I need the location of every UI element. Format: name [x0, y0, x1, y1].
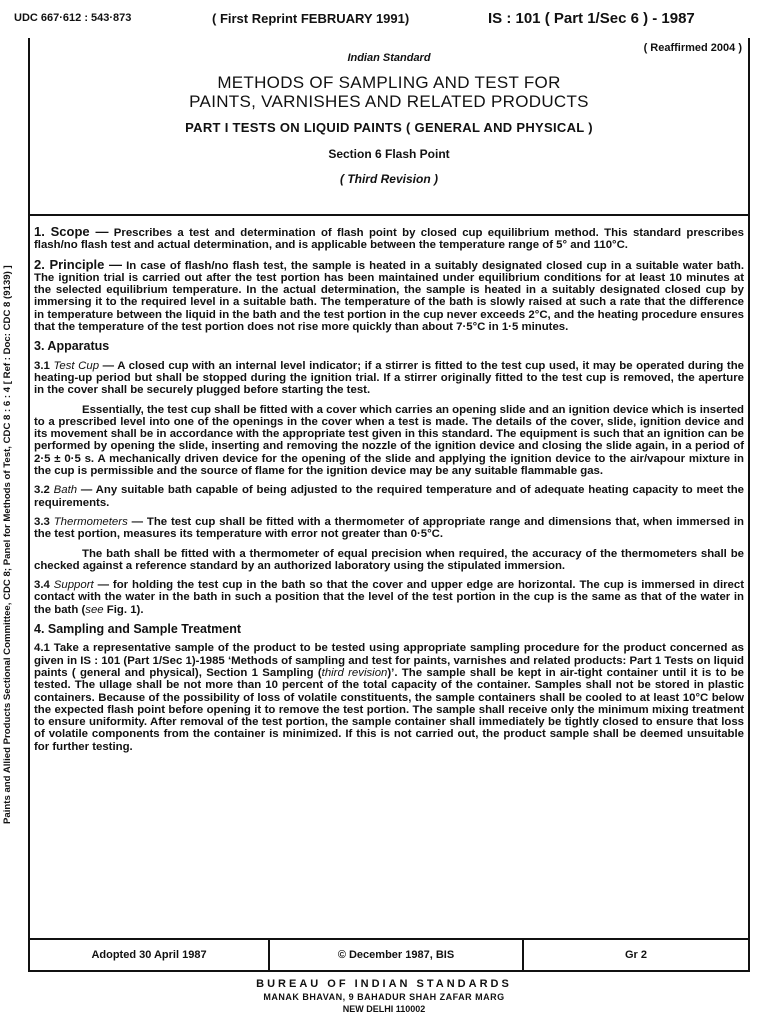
top-header	[0, 10, 768, 32]
title-block	[30, 52, 748, 186]
see-reference: see	[85, 603, 104, 616]
thermometers-paragraph	[34, 516, 744, 541]
sampling-text-a: 4.1 Take a representative sample of the product to be tested using appropriate sampling procedure for the product concerned as given in IS : 101 (Part 1/Sec 1)-1985 ‘Methods of sampling and test for paints, varnishes and related products: Part 1 Tests on liquid paints ( general and physical), Section 1 Sampling (	[34, 642, 744, 679]
clause-term: Bath	[53, 484, 78, 497]
adopted-date: Adopted 30 April 1987	[30, 940, 270, 970]
apparatus-heading: 3. Apparatus	[34, 339, 110, 354]
sampling-paragraph	[34, 642, 744, 753]
clause-number: 3.4	[34, 579, 54, 592]
title-line-1: METHODS OF SAMPLING AND TEST FOR	[217, 73, 561, 92]
document-frame	[28, 38, 750, 972]
sidebar-note-text: Paints and Allied Products Sectional Committee, CDC 8; Panel for Methods of Test, CDC 8 : 6 : 4 [ Ref : Doc: CDC 8 (9139) ]	[2, 265, 13, 824]
title-divider	[30, 214, 748, 216]
footer-table	[30, 938, 748, 972]
bureau-name: BUREAU OF INDIAN STANDARDS	[256, 978, 512, 990]
scope-paragraph	[34, 226, 744, 252]
sampling-text-italic: third revision	[321, 666, 388, 679]
sampling-text-b: )’. The sample shall be kept in air-tight container until it is to be tested. The ullage shall be not more than 10 percent of the total capacity of the container. Samples shall not be stored in plastic containers. Because of the possibility of loss of volatile constituents, the sample containers shall be cooled to at least 10°C below the expected flash point before opening it to remove the test portion. The sample shall receive only the minimum mixing treatment to ensure uniformity. After removal of the test portion, the sample container shall immediately be tightly closed to ensure that loss of volatile components from the container is minimized. If this is not carried out, the product sample shall be deemed unsuitable for further testing.	[34, 666, 745, 753]
bureau-city: NEW DELHI 110002	[342, 1004, 426, 1014]
bath-paragraph	[34, 484, 744, 509]
clause-number: 3.3	[34, 515, 54, 528]
udc-code: UDC 667·612 : 543·873	[14, 12, 132, 24]
test-cup-details-paragraph: Essentially, the test cup shall be fitted with a cover which carries an opening slide and an ignition device which is inserted to a prescribed level into one of the openings in the cover when a test is made. The details of the cover, slide, ignition device and its movement shall be in accordance with the appropriate test given in this standard. The equipment is such that an ignition can be performed by opening the slide, inserting and removing the nozzle of the ignition device and closing the slide again, in a period of 2·5 ± 0·5 s. A mechanically driven device for the opening of the slide and applying the ignition device to the air/vapour mixture in the cup is permissible and the source of flame for the ignition device may be any suitable flammable gas.	[34, 403, 744, 478]
clause-text: — Any suitable bath capable of being adjusted to the required temperature and of adequate heating capacity to meet the requirements.	[34, 484, 745, 509]
reaffirmed-note: ( Reaffirmed 2004 )	[643, 42, 742, 54]
price-group: Gr 2	[624, 949, 647, 961]
sampling-heading: 4. Sampling and Sample Treatment	[34, 622, 242, 637]
scope-heading: 1. Scope —	[34, 224, 109, 239]
bureau-block	[0, 978, 768, 1014]
part-title: PART I TESTS ON LIQUID PAINTS ( GENERAL AND PHYSICAL )	[185, 120, 593, 135]
reprint-note: ( First Reprint FEBRUARY 1991)	[212, 11, 410, 26]
clause-term: Thermometers	[53, 515, 128, 528]
clause-text: — for holding the test cup in the bath so that the cover and upper edge are horizontal. The cup is immersed in direct contact with the water in the bath in such a position that the level of the test portion in the cup is the same as that of the water in the bath (	[34, 579, 745, 616]
clause-text-end: Fig. 1).	[103, 603, 144, 616]
clause-text: — A closed cup with an internal level indicator; if a stirrer is fitted to the test cup used, it may be operated during the heating-up period but shall be stopped during the ignition trial. If a stirrer originally fitted to the test cup is removed, the aperture in the cover shall be securely plugged before starting the test.	[34, 359, 745, 397]
principle-heading: 2. Principle —	[34, 256, 122, 272]
body-text	[34, 226, 744, 760]
scope-text: Prescribes a test and determination of flash point by closed cup equilibrium method. This standard prescribes flash/no flash test and actual determination, and is applicable between the temperature range of 5° and 110°C.	[34, 227, 745, 252]
thermometer-accuracy-paragraph: The bath shall be fitted with a thermometer of equal precision when required, the accuracy of the thermometers shall be checked against a reference standard by an authorized laboratory using the stipulated immersion.	[34, 547, 744, 572]
clause-term: Test Cup	[53, 359, 100, 372]
test-cup-paragraph	[34, 360, 744, 397]
principle-paragraph	[34, 256, 744, 334]
principle-text: In case of flash/no flash test, the sample is heated in a suitably designated closed cup in a suitable water bath. The ignition trial is carried out after the test portion has been maintained under equilibrium conditions for at least 10 minutes at the selected equilibrium temperature. In the actual determination, the sample is heated in a suitably designated closed cup by immersing it to the required level in a suitable bath. The temperature of the bath is slowly raised at such a rate that the difference in temperature between the liquid in the bath and the test portion in the cup never exceeds 2°C, and the heating procedure ensures that the temperature of the test portion does not rise more quickly than about 7·5°C in 1·5 minutes.	[34, 259, 744, 334]
bureau-address: MANAK BHAVAN, 9 BAHADUR SHAH ZAFAR MARG	[263, 992, 505, 1002]
section-title: Section 6 Flash Point	[328, 147, 450, 161]
clause-text: — The test cup shall be fitted with a thermometer of appropriate range and dimensions that, when immersed in the test portion, measures its temperature with error not greater than 0·5°C.	[34, 515, 745, 541]
indian-standard-label: Indian Standard	[347, 52, 431, 64]
sidebar-note	[2, 265, 18, 840]
clause-term: Support	[53, 579, 94, 592]
revision-note: ( Third Revision )	[339, 172, 438, 186]
clause-number: 3.1	[34, 359, 54, 372]
standard-number: IS : 101 ( Part 1/Sec 6 ) - 1987	[488, 10, 695, 27]
title-line-2: PAINTS, VARNISHES AND RELATED PRODUCTS	[189, 92, 589, 111]
support-paragraph	[34, 579, 744, 616]
clause-number: 3.2	[34, 484, 54, 497]
copyright-note: © December 1987, BIS	[270, 940, 524, 970]
